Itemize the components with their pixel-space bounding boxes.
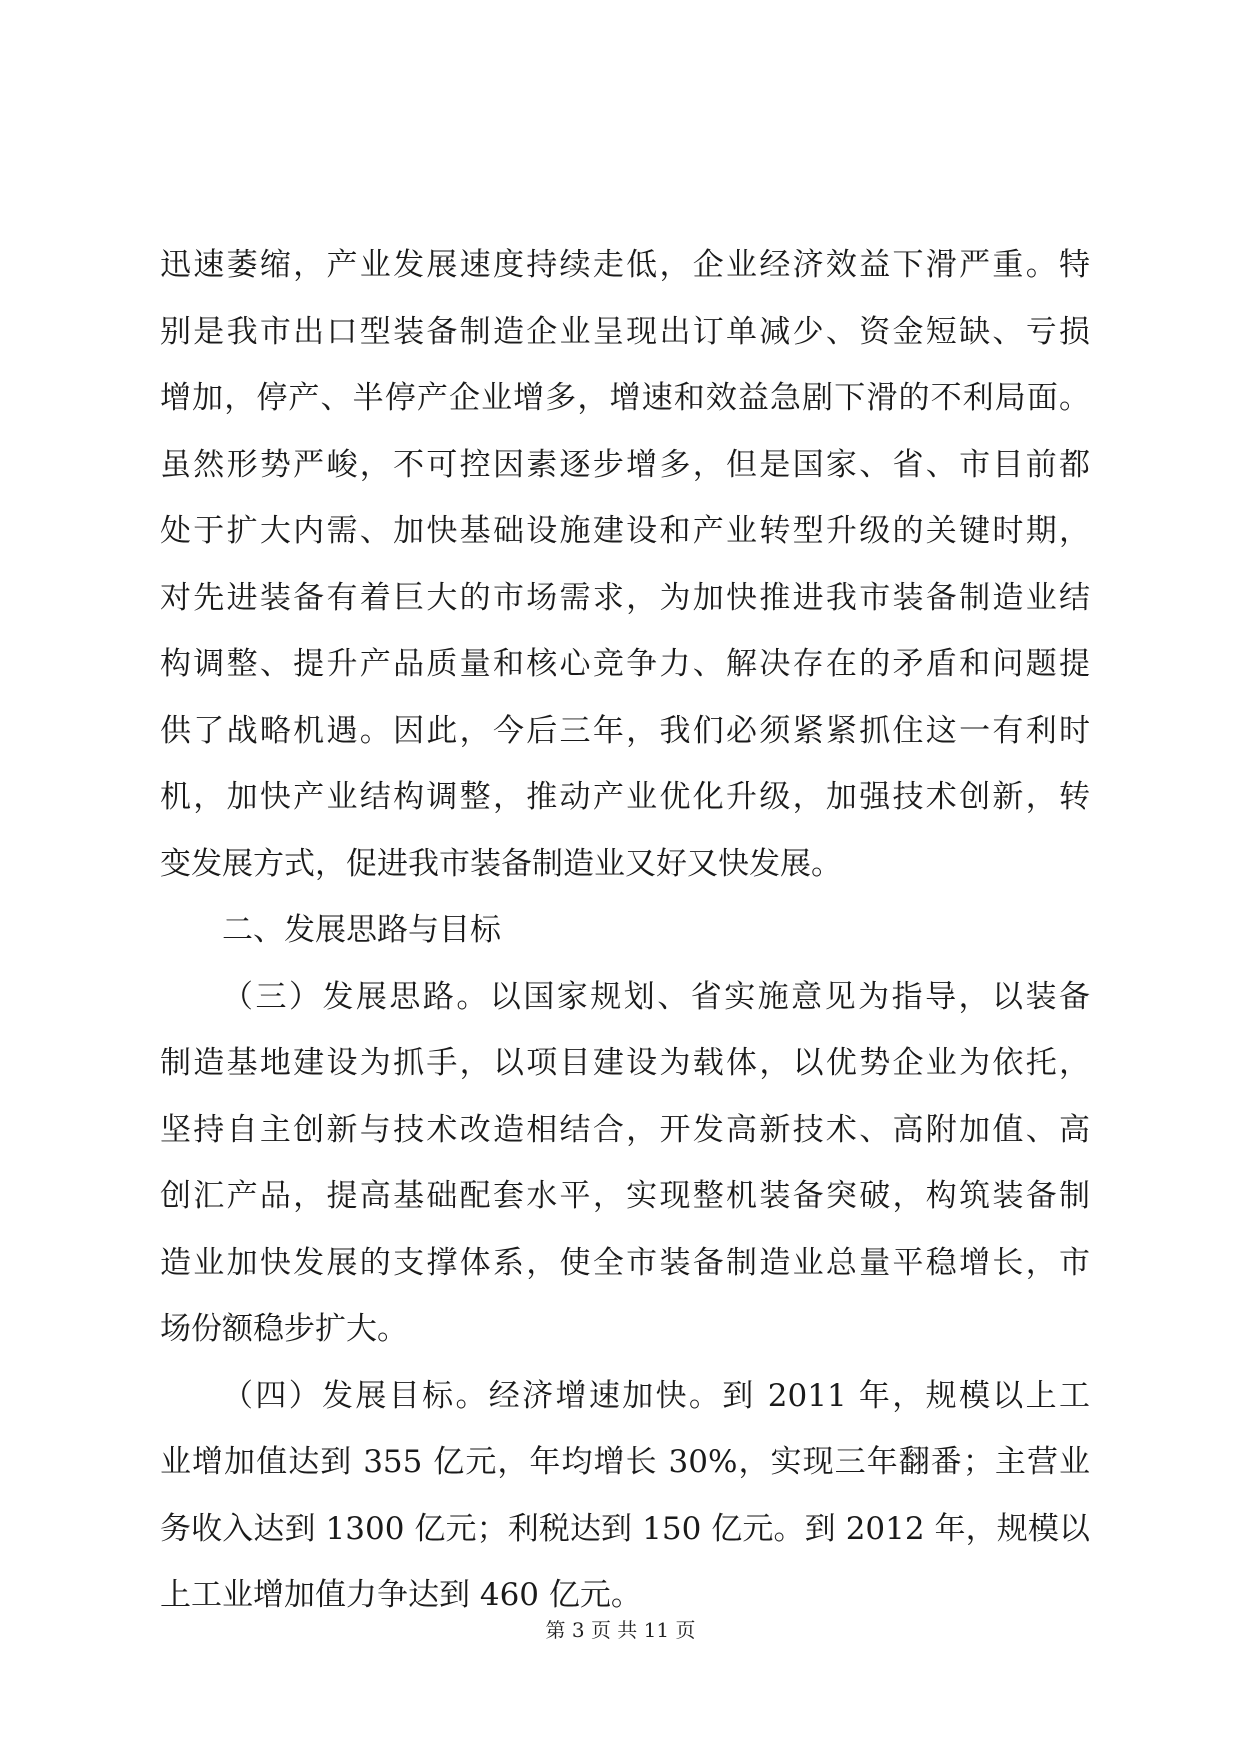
text-line: （三）发展思路。以国家规划、省实施意见为指导，以装备 <box>222 978 1090 1015</box>
text-line: 构调整、提升产品质量和核心竞争力、解决存在的矛盾和问题提 <box>160 646 1090 682</box>
text-line: 业增加值达到 355 亿元，年均增长 30%，实现三年翻番；主营业 <box>160 1444 1090 1480</box>
paragraph-development-approach <box>160 964 1090 1363</box>
text-line: 迅速萎缩，产业发展速度持续走低，企业经济效益下滑严重。特 <box>160 247 1090 283</box>
text-line: 增加，停产、半停产企业增多，增速和效益急剧下滑的不利局面。 <box>160 380 1090 416</box>
text-line: 制造基地建设为抓手，以项目建设为载体，以优势企业为依托， <box>160 1045 1090 1081</box>
text-line: 机，加快产业结构调整，推动产业优化升级，加强技术创新，转 <box>160 779 1090 815</box>
text-line: 处于扩大内需、加快基础设施建设和产业转型升级的关键时期， <box>160 513 1090 549</box>
section-heading: 二、发展思路与目标 <box>222 912 501 948</box>
text-line: 坚持自主创新与技术改造相结合，开发高新技术、高附加值、高 <box>160 1111 1090 1148</box>
text-line: （四）发展目标。经济增速加快。到 2011 年，规模以上工 <box>222 1377 1090 1414</box>
text-line: 造业加快发展的支撑体系，使全市装备制造业总量平稳增长，市 <box>160 1244 1090 1281</box>
text-line: 上工业增加值力争达到 460 亿元。 <box>160 1577 642 1613</box>
text-line: 场份额稳步扩大。 <box>160 1311 408 1347</box>
paragraph-situation <box>160 232 1090 897</box>
page-number-footer: 第 3 页 共 11 页 <box>545 1618 696 1642</box>
text-line: 变发展方式，促进我市装备制造业又好又快发展。 <box>160 845 842 882</box>
text-line: 务收入达到 1300 亿元；利税达到 150 亿元。到 2012 年，规模以 <box>160 1510 1090 1547</box>
paragraph-development-goals <box>160 1363 1090 1629</box>
text-line: 供了战略机遇。因此，今后三年，我们必须紧紧抓住这一有利时 <box>160 712 1090 749</box>
text-line: 创汇产品，提高基础配套水平，实现整机装备突破，构筑装备制 <box>160 1178 1090 1214</box>
text-line: 别是我市出口型装备制造企业呈现出订单减少、资金短缺、亏损 <box>160 313 1090 350</box>
text-line: 虽然形势严峻，不可控因素逐步增多，但是国家、省、市目前都 <box>160 446 1090 483</box>
text-line: 对先进装备有着巨大的市场需求，为加快推进我市装备制造业结 <box>160 579 1090 616</box>
document-body <box>160 232 1090 1629</box>
